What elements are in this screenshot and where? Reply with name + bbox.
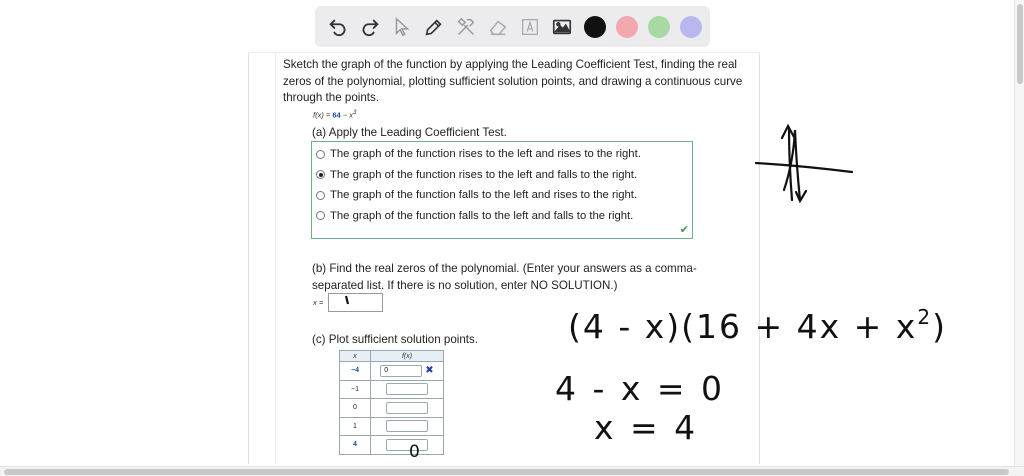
solution-points-table — [339, 350, 444, 455]
fx-input[interactable] — [386, 402, 428, 414]
part-c-label: (c) Plot sufficient solution points. — [312, 333, 479, 346]
handwritten-equation-2: x = 4 — [594, 408, 699, 447]
choice-option[interactable] — [312, 185, 692, 206]
page-border-right — [759, 52, 760, 464]
page-border-left — [248, 52, 249, 464]
horizontal-scroll-thumb[interactable] — [4, 469, 1009, 475]
fx-cell — [371, 417, 444, 436]
choice-label: The graph of the function rises to the left and rises to the right. — [330, 148, 641, 161]
undo-icon[interactable] — [323, 12, 353, 42]
color-purple-swatch[interactable] — [680, 16, 702, 38]
handwritten-equation-1: 4 - x = 0 — [555, 369, 726, 408]
correct-check-icon: ✔ — [679, 224, 689, 236]
choice-label: The graph of the function rises to the left and falls to the right. — [330, 168, 638, 181]
vertical-scrollbar[interactable] — [1014, 0, 1024, 466]
part-b-label: (b) Find the real zeros of the polynomial. (Enter your answers as a comma-separated list. If there is no solution, enter NO SOLUTION.) — [312, 262, 697, 292]
table-row — [340, 399, 444, 418]
drawing-toolbar — [315, 6, 710, 47]
x-cell: 0 — [340, 399, 371, 418]
choice-label: The graph of the function falls to the left and falls to the right. — [330, 209, 634, 222]
column-header-fx: f(x) — [371, 351, 444, 362]
color-green-swatch[interactable] — [648, 16, 670, 38]
column-header-x: x — [340, 351, 371, 362]
fx-cell — [371, 362, 444, 381]
sketch-axes-drawing — [756, 126, 852, 201]
handwritten-factored-expression: $(4 - x)(16 + 4x + x^2)$ — [568, 305, 947, 346]
radio-button[interactable] — [316, 191, 325, 200]
table-row — [340, 362, 444, 381]
color-black-swatch[interactable] — [584, 16, 606, 38]
text-icon[interactable] — [515, 12, 545, 42]
fx-input[interactable] — [386, 439, 428, 451]
part-a-label: (a) Apply the Leading Coefficient Test. — [312, 126, 507, 139]
incorrect-x-icon: ✖ — [425, 365, 434, 377]
zeros-answer-input[interactable] — [328, 293, 383, 312]
x-answer-label: x = — [313, 298, 324, 307]
table-row — [340, 380, 444, 399]
horizontal-scrollbar[interactable] — [0, 466, 1024, 476]
choice-option[interactable] — [312, 165, 692, 186]
choice-option[interactable] — [312, 206, 692, 227]
x-cell: 1 — [340, 417, 371, 436]
vertical-scroll-thumb[interactable] — [1017, 4, 1023, 84]
pen-icon[interactable] — [419, 12, 449, 42]
radio-button-selected[interactable] — [316, 170, 325, 179]
page-border-top — [248, 52, 760, 53]
tools-icon[interactable] — [451, 12, 481, 42]
question-prompt: Sketch the graph of the function by applying the Leading Coefficient Test, finding the real zeros of the polynomial, plotting sufficient solution points, and drawing a continuous curve through the points. — [283, 58, 743, 104]
x-cell: −4 — [340, 362, 371, 381]
choice-label: The graph of the function falls to the left and rises to the right. — [330, 189, 638, 202]
fx-cell — [371, 380, 444, 399]
table-handwritten-zero: 0 — [409, 442, 420, 462]
fx-input[interactable]: 0 — [380, 365, 422, 377]
choices-box — [311, 141, 693, 239]
select-cursor-icon[interactable] — [387, 12, 417, 42]
fx-cell — [371, 436, 444, 455]
table-row — [340, 436, 444, 455]
eraser-icon[interactable] — [483, 12, 513, 42]
content-border-left — [275, 52, 276, 464]
choice-option[interactable] — [312, 144, 692, 165]
image-icon[interactable] — [547, 12, 577, 42]
fx-input[interactable] — [386, 383, 428, 395]
redo-icon[interactable] — [355, 12, 385, 42]
fx-input[interactable] — [386, 420, 428, 432]
x-cell: 4 — [340, 436, 371, 455]
fx-cell — [371, 399, 444, 418]
color-pink-swatch[interactable] — [616, 16, 638, 38]
function-definition: $f(x) = 64 - x^3$ — [313, 110, 357, 120]
table-row — [340, 417, 444, 436]
x-cell: −1 — [340, 380, 371, 399]
radio-button[interactable] — [316, 211, 325, 220]
radio-button[interactable] — [316, 150, 325, 159]
